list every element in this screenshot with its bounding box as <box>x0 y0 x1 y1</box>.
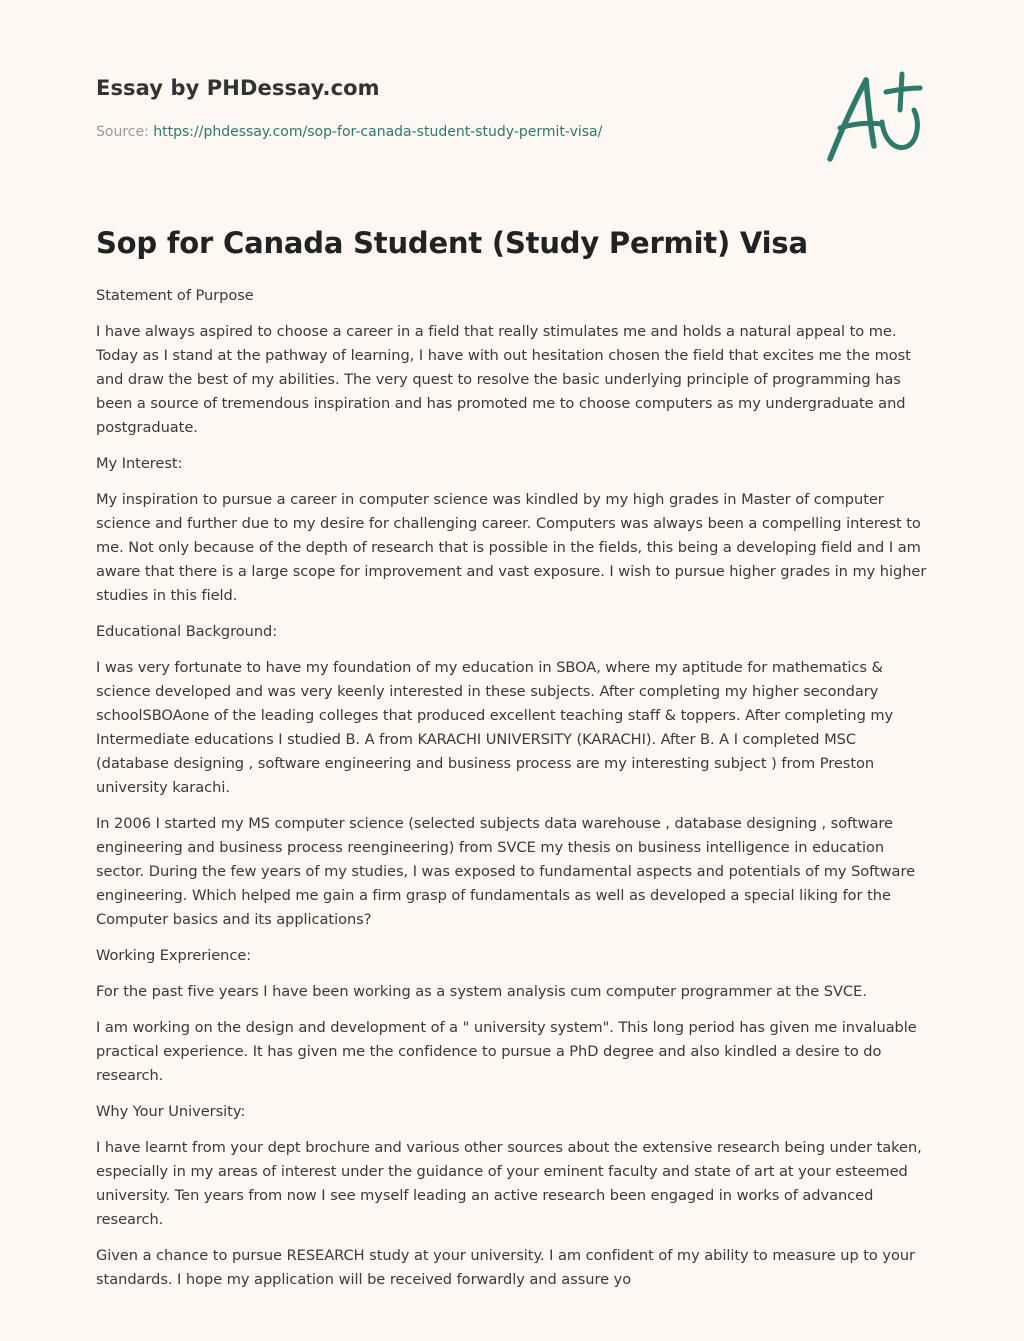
paragraph: I am working on the design and development of a " university system". This long period has given me invaluable practical experience. It has given me the confidence to pursue a PhD degree and also kindled a desire to do research. <box>96 1019 917 1084</box>
paragraph: Given a chance to pursue RESEARCH study at your university. I am confident of my ability to measure up to your standards. I hope my application will be received forwardly and assure yo <box>96 1247 916 1288</box>
paragraph: I was very fortunate to have my foundation of my education in SBOA, where my aptitude for mathematics & science developed and was very keenly interested in these subjects. After completing my higher secondary schoolSBOAone of the leading colleges that produced excellent teaching staff & toppers. After completing my Intermediate educations I studied B. A from KARACHI UNIVERSITY (KARACHI). After B. A I completed MSC (database designing , software engineering and business process are my interesting subject ) from Preston university karachi. <box>96 659 894 796</box>
source-link[interactable]: https://phdessay.com/sop-for-canada-student-study-permit-visa/ <box>153 124 603 140</box>
essay-title: Sop for Canada Student (Study Permit) Visa <box>96 226 808 260</box>
section-heading: Why Your University: <box>96 1103 246 1120</box>
paragraph: I have always aspired to choose a career in a field that really stimulates me and holds a natural appeal to me. Today as I stand at the pathway of learning, I have with out hesitation chosen the field that excites me the most and draw the best of my abilities. The very quest to resolve the basic underlying principle of programming has been a source of tremendous inspiration and has promoted me to choose computers as my undergraduate and postgraduate. <box>96 323 911 436</box>
source-line <box>96 124 602 140</box>
essay-body <box>96 284 932 1304</box>
paragraph: In 2006 I started my MS computer science (selected subjects data warehouse , database designing , software engineering and business process reengineering) from SVCE my thesis on business intelligence in education sector. During the few years of my studies, I was exposed to fundamental aspects and potentials of my Software engineering. Which helped me gain a firm grasp of fundamentals as well as developed a special liking for the Computer basics and its applications? <box>96 815 916 928</box>
section-heading: Statement of Purpose <box>96 287 254 304</box>
section-heading: Educational Background: <box>96 623 278 640</box>
paragraph: I have learnt from your dept brochure and various other sources about the extensive research being under taken, especially in my areas of interest under the guidance of your eminent faculty and state of art at your esteemed university. Ten years from now I see myself leading an active research been engaged in works of advanced research. <box>96 1139 922 1228</box>
site-brand: Essay by PHDessay.com <box>96 76 380 100</box>
paragraph: My inspiration to pursue a career in computer science was kindled by my high grades in Master of computer science and further due to my desire for challenging career. Computers was always been a compelling interest to me. Not only because of the depth of research that is possible in the fields, this being a developing field and I am aware that there is a large scope for improvement and vast exposure. I wish to pursue higher grades in my higher studies in this field. <box>96 491 927 604</box>
paragraph: For the past five years I have been working as a system analysis cum computer programmer at the SVCE. <box>96 983 867 1000</box>
section-heading: My Interest: <box>96 455 183 472</box>
source-label: Source: <box>96 124 154 140</box>
section-heading: Working Exprerience: <box>96 947 252 964</box>
a-plus-logo-icon <box>822 66 926 166</box>
